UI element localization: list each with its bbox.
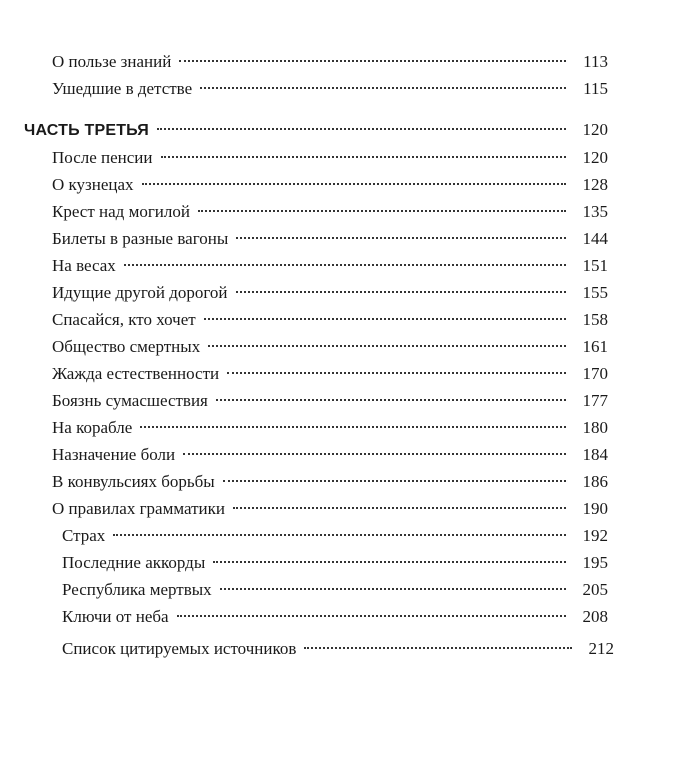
dot-leader [233,507,566,509]
dot-leader [113,534,566,536]
toc-entry-title: О пользе знаний [52,52,172,71]
toc-entry [52,200,608,224]
toc-entry [52,227,608,251]
toc-entry [52,362,608,386]
toc-entry-title: На корабле [52,418,133,437]
toc-entry-title: Крест над могилой [52,202,190,221]
toc-entry-title: О кузнецах [52,175,134,194]
toc-entry-page: 195 [582,553,608,572]
dot-leader [208,345,566,347]
toc-entry-title: Спасайся, кто хочет [52,310,196,329]
dot-leader [183,453,566,455]
toc-entry-title: Идущие другой дорогой [52,283,228,302]
toc-entry [52,173,608,197]
toc-entry-title: Республика мертвых [62,580,212,599]
toc-entry-page: 115 [583,79,608,98]
toc-entry-page: 151 [582,256,608,275]
dot-leader [220,588,566,590]
dot-leader [304,647,572,649]
toc-entry-page: 128 [582,175,608,194]
dot-leader [198,210,566,212]
dot-leader [157,128,566,130]
dot-leader [124,264,566,266]
toc-entry-title: На весах [52,256,116,275]
toc-entry-page: 120 [582,148,608,167]
toc-entry-page: 158 [582,310,608,329]
dot-leader [161,156,566,158]
dot-leader [204,318,566,320]
dot-leader [140,426,566,428]
toc-entry-page: 192 [582,526,608,545]
dot-leader [142,183,566,185]
toc-entry-page: 144 [582,229,608,248]
toc-entry-page: 205 [582,580,608,599]
toc-entry-title: Ключи от неба [62,607,169,626]
toc-entry-page: 161 [582,337,608,356]
toc-entry [52,389,608,413]
dot-leader [227,372,566,374]
toc-entry [52,308,608,332]
dot-leader [177,615,566,617]
dot-leader [236,291,566,293]
section-title: ЧАСТЬ ТРЕТЬЯ [24,122,149,139]
dot-leader [179,60,566,62]
toc-entry [52,77,608,101]
toc-entry-page: 113 [583,52,608,71]
toc-entry [62,551,608,575]
toc-entry [52,146,608,170]
toc-entry-page: 190 [582,499,608,518]
toc-entry [62,578,608,602]
sources-title: Список цитируемых источников [62,639,297,658]
toc-entry-page: 180 [582,418,608,437]
toc-entry-title: В конвульсиях борьбы [52,472,215,491]
toc-entry [52,50,608,74]
toc-entry-page: 170 [582,364,608,383]
dot-leader [216,399,566,401]
toc-entry-title: Ушедшие в детстве [52,79,193,98]
dot-leader [200,87,566,89]
toc-entry [52,470,608,494]
toc-entry [52,443,608,467]
toc-entry-title: Назначение боли [52,445,176,464]
toc-entry-page: 155 [582,283,608,302]
toc-entry [52,281,608,305]
toc-entry-title: Боязнь сумасшествия [52,391,208,410]
toc-entry-title: После пенсии [52,148,153,167]
toc-section-heading [24,118,608,142]
toc-entry [52,335,608,359]
toc-entry-page: 186 [582,472,608,491]
dot-leader [236,237,566,239]
toc-entry [62,524,608,548]
toc-entry-page: 177 [582,391,608,410]
toc-entry-title: Билеты в разные вагоны [52,229,229,248]
toc-entry-title: О правилах грамматики [52,499,225,518]
section-page: 120 [582,120,608,139]
dot-leader [213,561,566,563]
toc-entry [52,416,608,440]
toc-entry-title: Общество смертных [52,337,201,356]
toc-entry-title: Страх [62,526,106,545]
toc-entry-page: 208 [582,607,608,626]
toc-entry [52,497,608,521]
toc-entry [52,254,608,278]
toc-entry-page: 184 [582,445,608,464]
toc-entry-page: 135 [582,202,608,221]
toc-entry-title: Жажда естественности [52,364,220,383]
toc-entry [62,605,608,629]
dot-leader [223,480,566,482]
toc-entry-title: Последние аккорды [62,553,206,572]
toc-sources-entry [62,637,614,661]
sources-page: 212 [588,639,614,658]
